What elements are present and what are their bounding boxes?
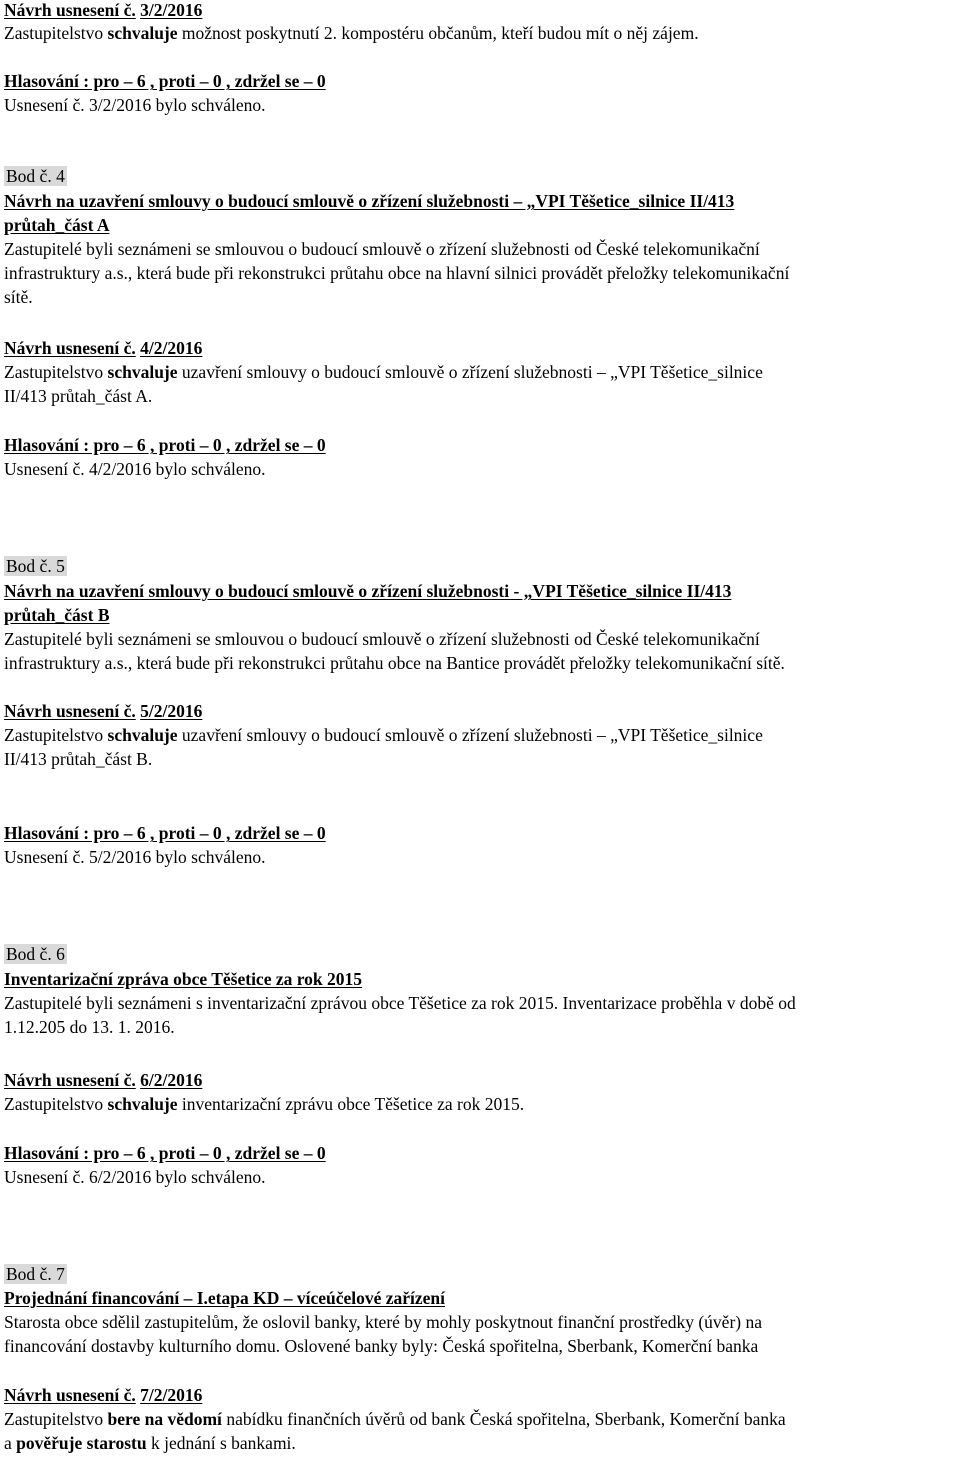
resolution-6-heading: Návrh usnesení č. 6/2/2016 (4, 1070, 203, 1090)
agenda-item-label: Bod č. 6 (6, 944, 65, 964)
agenda-item-title-cont: průtah_část A (4, 215, 110, 235)
agenda-item-desc: Zastupitelé byli seznámeni se smlouvou o budoucí smlouvě o zřízení služebnosti od České telekomunikační (4, 629, 760, 649)
resolution-7-heading: Návrh usnesení č. 7/2/2016 (4, 1385, 203, 1405)
resolution-5-text: Zastupitelstvo schvaluje uzavření smlouvy o budoucí smlouvě o zřízení služebnosti – „VPI Těšetice_silnice (4, 725, 763, 745)
agenda-item-desc: Starosta obce sdělil zastupitelům, že oslovil banky, které by mohly poskytnout finanční prostředky (úvěr) na (4, 1312, 762, 1332)
resolution-5-text-cont: II/413 průtah_část B. (4, 749, 153, 769)
resolution-4-text: Zastupitelstvo schvaluje uzavření smlouvy o budoucí smlouvě o zřízení služebnosti – „VPI Těšetice_silnice (4, 362, 763, 382)
agenda-item-desc: 1.12.205 do 13. 1. 2016. (4, 1017, 175, 1037)
resolution-3-text: Zastupitelstvo schvaluje možnost poskytnutí 2. kompostéru občanům, kteří budou mít o něj zájem. (4, 23, 699, 43)
vote-line: Hlasování : pro – 6 , proti – 0 , zdržel se – 0 (4, 71, 326, 91)
resolution-5-heading: Návrh usnesení č. 5/2/2016 (4, 701, 203, 721)
agenda-item-label: Bod č. 4 (6, 166, 65, 186)
resolution-7-text: Zastupitelstvo bere na vědomí nabídku finančních úvěrů od bank Česká spořitelna, Sberbank, Komerční banka (4, 1409, 786, 1429)
agenda-item-title-cont: průtah_část B (4, 605, 110, 625)
vote-line: Hlasování : pro – 6 , proti – 0 , zdržel se – 0 (4, 1143, 326, 1163)
resolution-3-heading: Návrh usnesení č. 3/2/2016 (4, 0, 203, 20)
vote-result: Usnesení č. 4/2/2016 bylo schváleno. (4, 459, 266, 479)
agenda-item-desc: sítě. (4, 287, 33, 307)
agenda-item-title: Inventarizační zpráva obce Těšetice za rok 2015 (4, 969, 363, 989)
vote-line: Hlasování : pro – 6 , proti – 0 , zdržel se – 0 (4, 823, 326, 843)
vote-result: Usnesení č. 6/2/2016 bylo schváleno. (4, 1167, 266, 1187)
agenda-item-label: Bod č. 7 (6, 1264, 65, 1284)
agenda-item-desc: financování dostavby kulturního domu. Oslovené banky byly: Česká spořitelna, Sberbank, Komerční banka (4, 1336, 759, 1356)
resolution-4-text-cont: II/413 průtah_část A. (4, 386, 153, 406)
agenda-item-desc: Zastupitelé byli seznámeni se smlouvou o budoucí smlouvě o zřízení služebnosti od České telekomunikační (4, 239, 760, 259)
resolution-7-text-cont: a pověřuje starostu k jednání s bankami. (4, 1433, 296, 1453)
agenda-item-desc: Zastupitelé byli seznámeni s inventarizační zprávou obce Těšetice za rok 2015. Inventarizace proběhla v době od (4, 993, 796, 1013)
vote-result: Usnesení č. 3/2/2016 bylo schváleno. (4, 95, 266, 115)
resolution-6-text: Zastupitelstvo schvaluje inventarizační zprávu obce Těšetice za rok 2015. (4, 1094, 525, 1114)
vote-line: Hlasování : pro – 6 , proti – 0 , zdržel se – 0 (4, 435, 326, 455)
agenda-item-title: Návrh na uzavření smlouvy o budoucí smlouvě o zřízení služebnosti - „VPI Těšetice_silnice II/413 (4, 581, 732, 601)
agenda-item-desc: infrastruktury a.s., která bude při rekonstrukci průtahu obce na Bantice provádět přeložky telekomunikační sítě. (4, 653, 785, 673)
agenda-item-title: Projednání financování – I.etapa KD – víceúčelové zařízení (4, 1288, 446, 1308)
agenda-item-desc: infrastruktury a.s., která bude při rekonstrukci průtahu obce na hlavní silnici provádět přeložky telekomunikační (4, 263, 790, 283)
agenda-item-title: Návrh na uzavření smlouvy o budoucí smlouvě o zřízení služebnosti – „VPI Těšetice_silnice II/413 (4, 191, 735, 211)
vote-result: Usnesení č. 5/2/2016 bylo schváleno. (4, 847, 266, 867)
resolution-4-heading: Návrh usnesení č. 4/2/2016 (4, 338, 203, 358)
agenda-item-label: Bod č. 5 (6, 556, 65, 576)
